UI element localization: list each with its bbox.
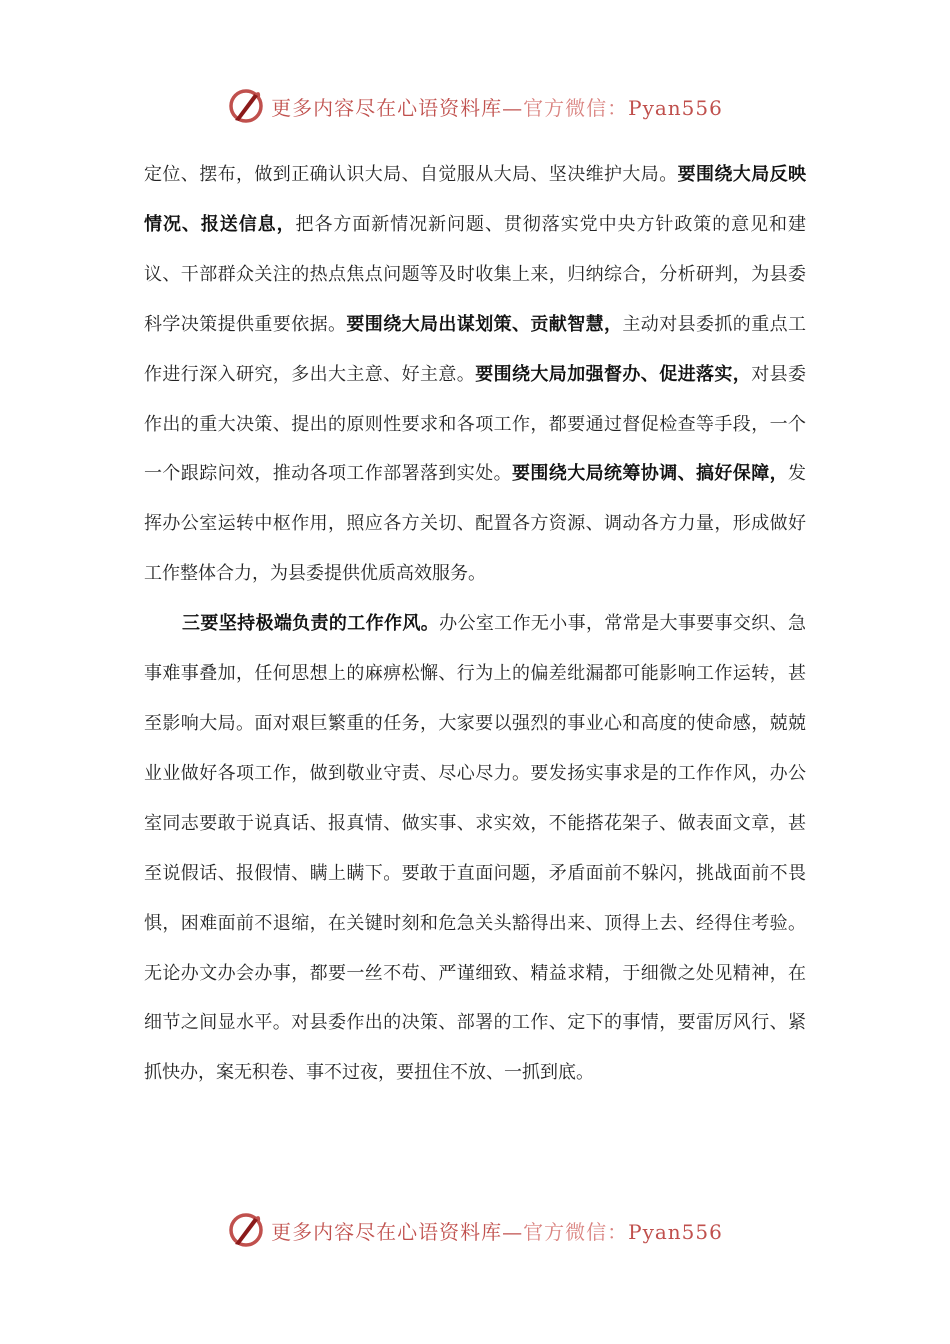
text-run: 办公室工作无小事，常常是大事要事交织、急事难事叠加，任何思想上的麻痹松懈、行为上的偏差纰漏都可能影响工作运转，甚至影响大局。面对艰巨繁重的任务，大家要以强烈的事业心和高度的使命感，兢兢业业做好各项工作，做到敬业守责、尽心尽力。要发扬实事求是的工作作风，办公室同志要敢于说真话、报真情、做实事、求实效，不能搭花架子、做表面文章，甚至说假话、报假情、瞒上瞒下。要敢于直面问题，矛盾面前不躲闪，挑战面前不畏惧，困难面前不退缩，在关键时刻和危急关头豁得出来、顶得上去、经得住考验。无论办文办会办事，都要一丝不苟、严谨细致、精益求精，于细微之处见精神，在细节之间显水平。对县委作出的决策、部署的工作、定下的事情，要雷厉风行、紧抓快办，案无积卷、事不过夜，要扭住不放、一抓到底。 [144,613,807,1084]
footer-banner [0,1208,950,1252]
text-run: 把各方面新情况新问题、贯彻落实党中央方针政策的意见和建议、干部群众关注的热点焦点问题等及时收集上来，归纳综合，分析研判，为县委科学决策提供重要依据。 [144,213,806,335]
header-banner [0,84,950,128]
quill-logo-icon [227,87,265,125]
bold-run: 要围绕大局出谋划策、贡献智慧， [346,313,623,335]
document-body [144,150,806,1098]
bold-run: 要围绕大局加强督办、促进落实， [475,363,752,385]
bold-run: 要围绕大局统筹协调、搞好保障， [512,463,788,485]
bold-run: 三要坚持极端负责的工作作风。 [182,613,440,635]
text-run: 发挥办公室运转中枢作用，照应各方关切、配置各方资源、调动各方力量，形成做好工作整体合力，为县委提供优质高效服务。 [144,463,806,585]
bold-run: 要围绕大局反映情况、报送信息， [144,164,807,235]
quill-logo-icon [227,1211,265,1249]
footer-banner-text: 更多内容尽在心语资料库—官方微信：Pyan556 [271,1219,723,1244]
text-run: 对县委作出的重大决策、提出的原则性要求和各项工作，都要通过督促检查等手段，一个一个跟踪问效，推动各项工作部署落到实处。 [144,363,807,485]
header-banner-text: 更多内容尽在心语资料库—官方微信：Pyan556 [271,95,723,120]
paragraph [144,150,806,599]
text-run: 主动对县委抓的重点工作进行深入研究，多出大主意、好主意。 [144,313,807,385]
text-run: 定位、摆布，做到正确认识大局、自觉服从大局、坚决维护大局。 [144,164,678,185]
paragraph [144,599,806,1098]
